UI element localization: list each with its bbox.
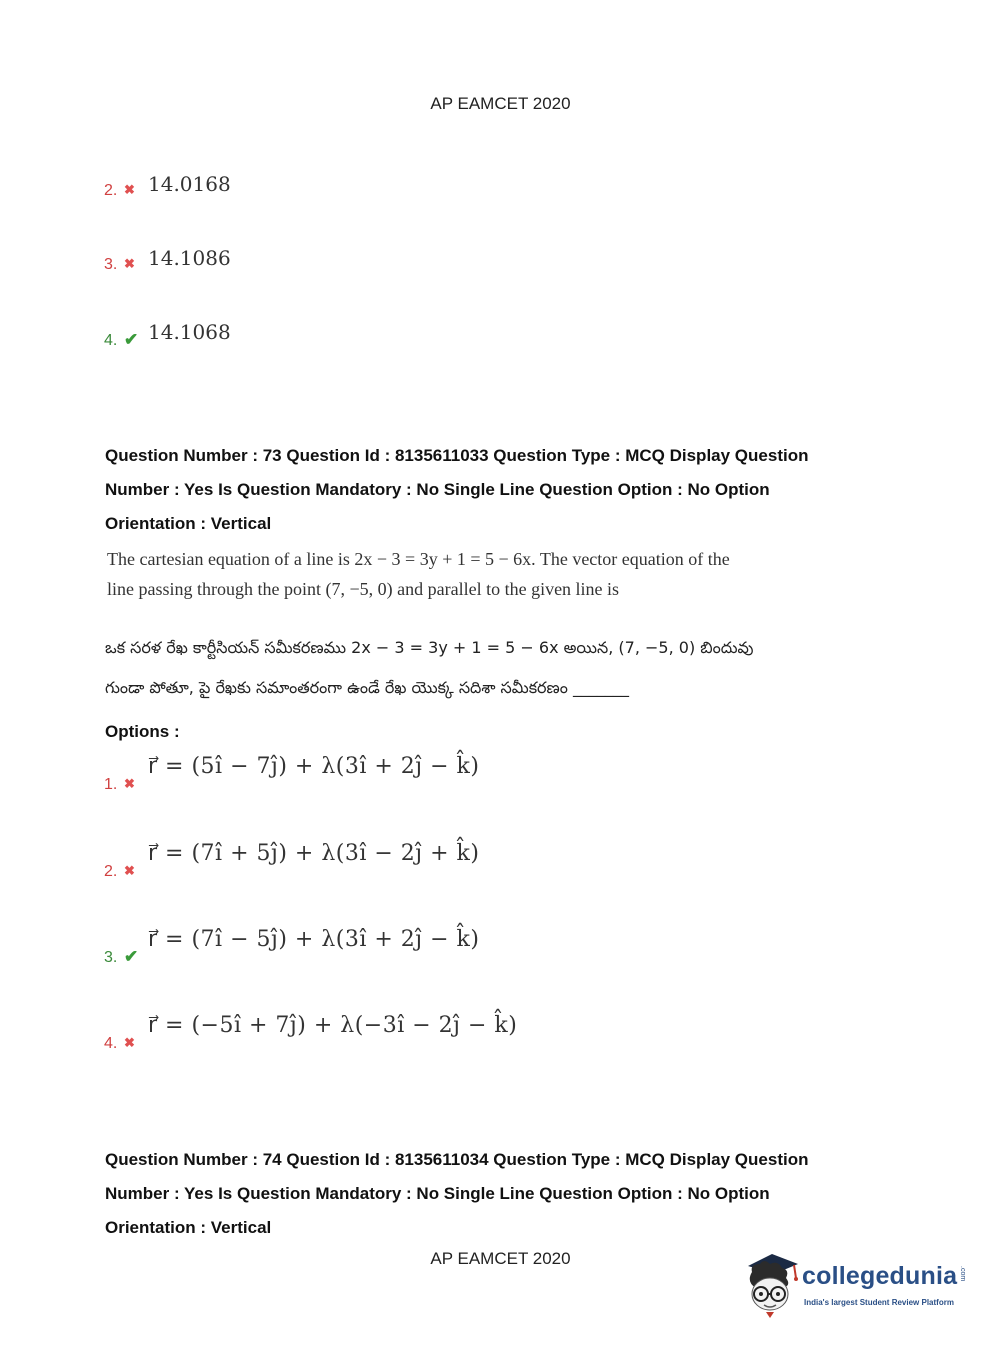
brand-tagline: India's largest Student Review Platform <box>804 1298 954 1307</box>
option-value: 14.0168 <box>148 172 231 196</box>
correct-check-icon: ✔ <box>124 330 139 349</box>
option-equation: r⃗ = (5î − 7ĵ) + λ(3î + 2ĵ − k̂) <box>148 754 480 779</box>
option-number: 2. <box>104 182 118 199</box>
option-value: 14.1086 <box>148 246 231 270</box>
meta-line: Question Number : 73 Question Id : 8135611033 Question Type : MCQ Display Question <box>105 446 809 465</box>
meta-line: Number : Yes Is Question Mandatory : No Single Line Question Option : No Option <box>105 480 770 499</box>
mascot-icon <box>742 1252 804 1318</box>
wrong-mark-icon: ✖ <box>124 776 135 791</box>
question-line: The cartesian equation of a line is 2x − 3 = 3y + 1 = 5 − 6x. The vector equation of the <box>107 549 730 569</box>
wrong-mark-icon: ✖ <box>124 182 135 197</box>
meta-line: Orientation : Vertical <box>105 514 272 533</box>
option-equation: r⃗ = (7î + 5ĵ) + λ(3î − 2ĵ + k̂) <box>148 841 480 866</box>
page-header: AP EAMCET 2020 <box>430 94 571 113</box>
meta-line: Question Number : 74 Question Id : 8135611034 Question Type : MCQ Display Question <box>105 1150 809 1169</box>
wrong-mark-icon: ✖ <box>124 256 135 271</box>
option-number: 2. <box>104 863 118 880</box>
question-line: line passing through the point (7, −5, 0) and parallel to the given line is <box>107 579 620 599</box>
question-73-meta <box>105 439 885 541</box>
question-line-telugu: ఒక సరళ రేఖ కార్టీసియన్ సమీకరణము 2x − 3 = 3y + 1 = 5 − 6x అయిన, (7, −5, 0) బిందువు <box>105 638 754 657</box>
option-value: 14.1068 <box>148 320 231 344</box>
brand-name: collegedunia <box>802 1262 958 1290</box>
wrong-mark-icon: ✖ <box>124 1035 135 1050</box>
question-73-english <box>107 544 747 604</box>
collegedunia-logo <box>742 1252 972 1322</box>
option-equation: r⃗ = (7î − 5ĵ) + λ(3î + 2ĵ − k̂) <box>148 927 480 952</box>
q73-option-2 <box>104 841 704 881</box>
q73-option-4 <box>104 1013 704 1053</box>
option-number: 4. <box>104 332 118 349</box>
meta-line: Orientation : Vertical <box>105 1218 272 1237</box>
q73-option-1 <box>104 754 704 794</box>
page-footer: AP EAMCET 2020 <box>430 1249 571 1268</box>
correct-check-icon: ✔ <box>124 947 139 966</box>
question-73-telugu <box>105 628 765 708</box>
option-equation: r⃗ = (−5î + 7ĵ) + λ(−3î − 2ĵ − k̂) <box>148 1013 518 1038</box>
options-label: Options : <box>105 722 180 741</box>
q73-option-3 <box>104 927 704 967</box>
question-74-meta <box>105 1143 885 1245</box>
option-number: 3. <box>104 949 118 966</box>
meta-line: Number : Yes Is Question Mandatory : No Single Line Question Option : No Option <box>105 1184 770 1203</box>
brand-dotcom: .com <box>959 1266 966 1282</box>
option-number: 4. <box>104 1035 118 1052</box>
question-line-telugu: గుండా పోతూ, పై రేఖకు సమాంతరంగా ఉండే రేఖ యొక్క సదిశా సమీకరణం _______ <box>105 678 629 697</box>
option-number: 3. <box>104 256 118 273</box>
wrong-mark-icon: ✖ <box>124 863 135 878</box>
option-number: 1. <box>104 776 118 793</box>
